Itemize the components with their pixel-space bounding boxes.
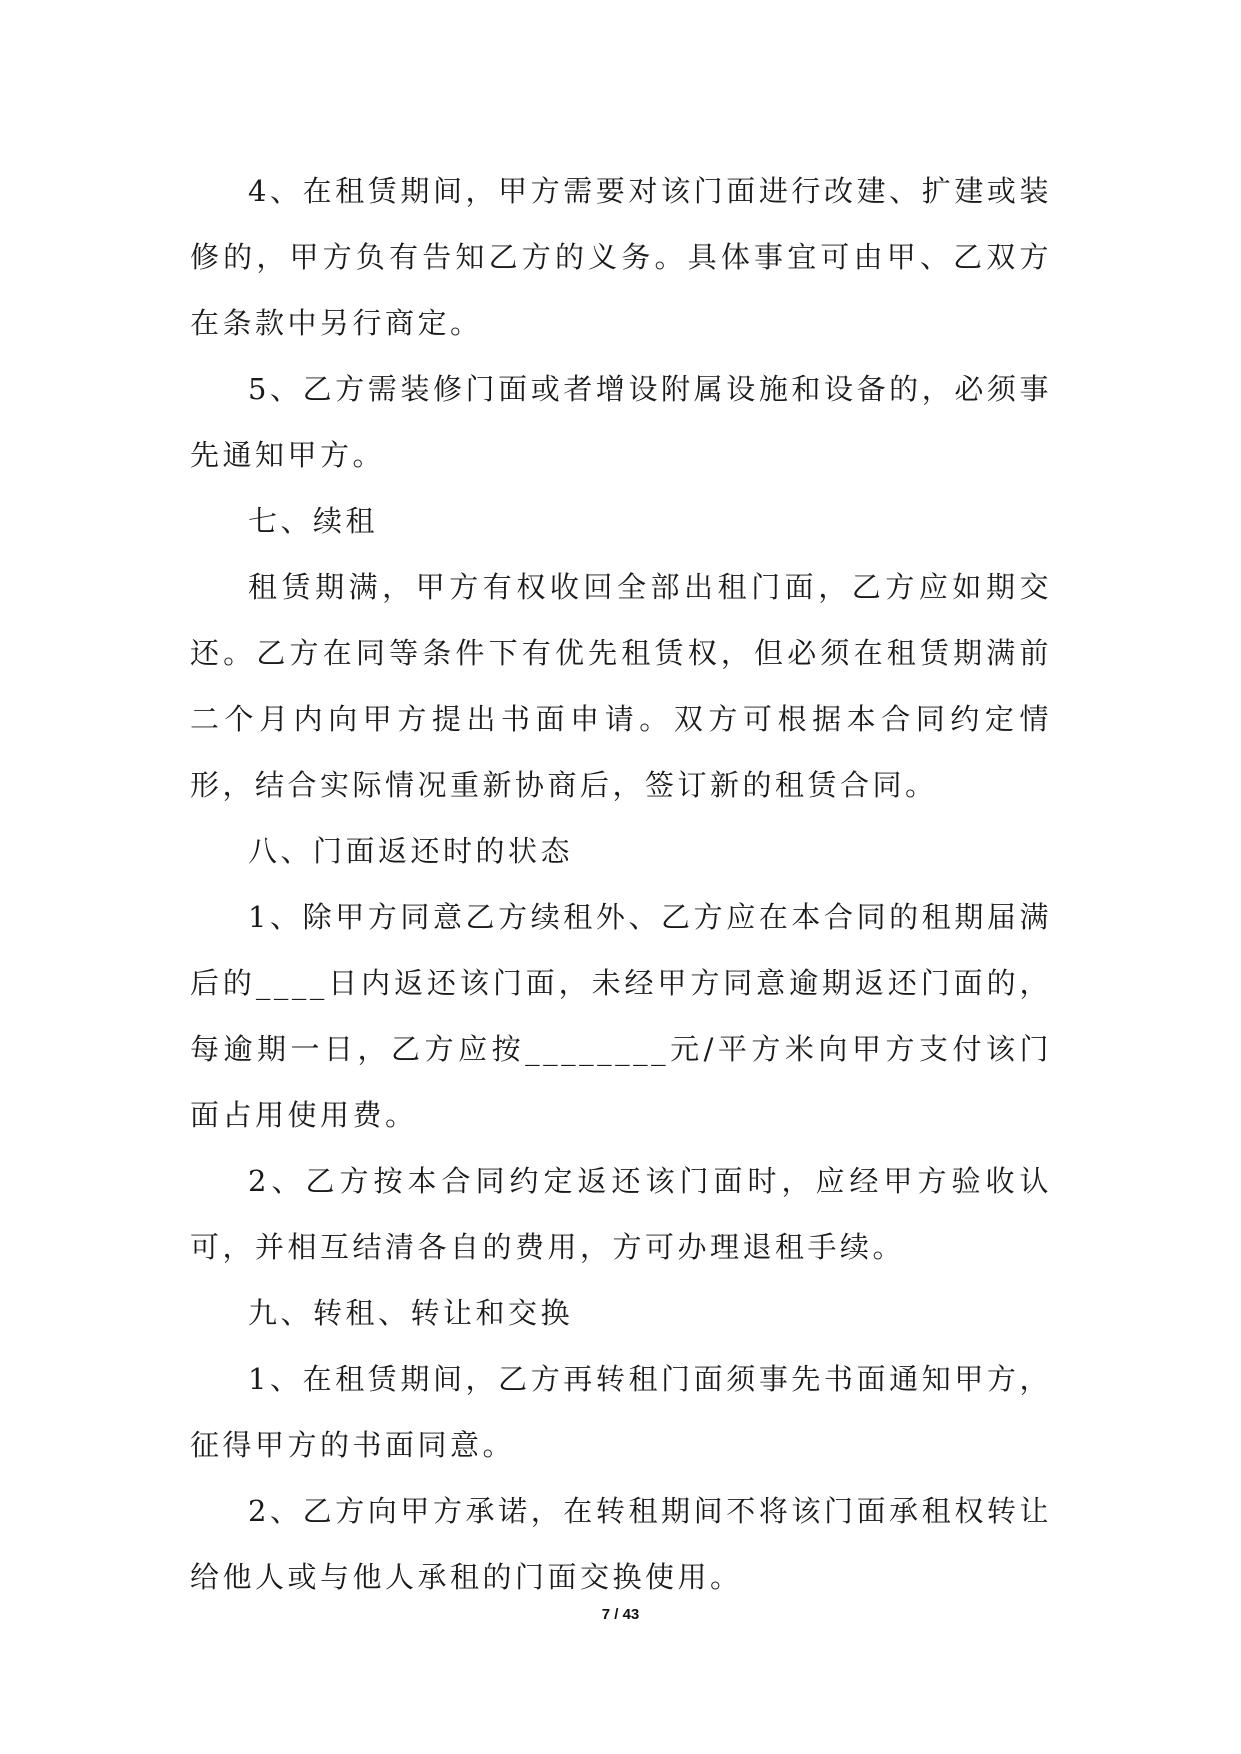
section-heading: 九、转租、转让和交换 — [248, 1296, 574, 1330]
clause-paragraph: 租赁期满，甲方有权收回全部出租门面，乙方应如期交还。乙方在同等条件下有优先租赁权，但必须在租赁期满前二个月内向甲方提出书面申请。双方可根据本合同约定情形，结合实际情况重新协商后，签订新的租赁合同。 — [190, 570, 1052, 802]
page-number: 7 / 43 — [601, 1606, 640, 1623]
document-body — [190, 158, 1052, 1610]
section-heading: 八、门面返还时的状态 — [248, 834, 574, 868]
clause-paragraph: 1、在租赁期间，乙方再转租门面须事先书面通知甲方，征得甲方的书面同意。 — [190, 1362, 1052, 1462]
clause-paragraph: 5、乙方需装修门面或者增设附属设施和设备的，必须事先通知甲方。 — [190, 372, 1052, 472]
clause-paragraph: 4、在租赁期间，甲方需要对该门面进行改建、扩建或装修的，甲方负有告知乙方的义务。具体事宜可由甲、乙双方在条款中另行商定。 — [190, 174, 1052, 340]
clause-paragraph: 2、乙方向甲方承诺，在转租期间不将该门面承租权转让给他人或与他人承租的门面交换使用。 — [190, 1494, 1052, 1594]
clause-paragraph: 1、除甲方同意乙方续租外、乙方应在本合同的租期届满后的____日内返还该门面，未经甲方同意逾期返还门面的，每逾期一日，乙方应按________元/平方米向甲方支付该门面占用使用费。 — [190, 900, 1052, 1132]
section-heading: 七、续租 — [248, 504, 379, 538]
clause-paragraph: 2、乙方按本合同约定返还该门面时，应经甲方验收认可，并相互结清各自的费用，方可办理退租手续。 — [190, 1164, 1052, 1264]
